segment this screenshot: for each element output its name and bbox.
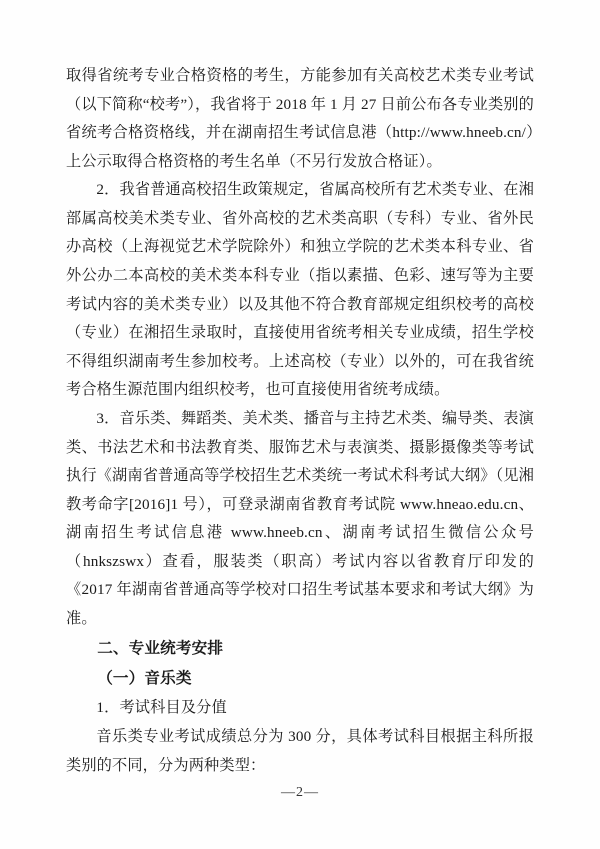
section-heading-two: 二、专业统考安排 xyxy=(97,639,224,657)
document-body xyxy=(66,62,534,780)
paragraph-1: 取得省统考专业合格资格的考生，方能参加有关高校艺术类专业考试（以下简称“校考”），我省将于 2018 年 1 月 27 日前公布各专业类别的省统考合格资格线，并在湖南招生考试信息港（http://www.hneeb.cn/）上公示取得合格资格的考生名单（不另行发放合格证）。 xyxy=(66,67,534,170)
subsection-heading-exam-subjects: 1．考试科目及分值 xyxy=(96,699,227,717)
page-number: —2— xyxy=(281,785,319,800)
subsection-heading-music: （一）音乐类 xyxy=(97,669,192,687)
paragraph-4: 音乐类专业考试成绩总分为 300 分，具体考试科目根据主科所报类别的不同，分为两种类型： xyxy=(66,728,534,774)
paragraph-3: 3．音乐类、舞蹈类、美术类、播音与主持艺术类、编导类、表演类、书法艺术和书法教育类、服饰艺术与表演类、摄影摄像类等考试执行《湖南省普通高等学校招生艺术类统一考试术科考试大纲》（见湘教考命字[2016]1 号），可登录湖南省教育考试院 www.hneao.edu.cn、湖南招生考试信息港 www.hneeb.cn、湖南考试招生微信公众号（hnkszswx）查看，服装类（职高）考试内容以省教育厅印发的《2017 年湖南省普通高等学校对口招生考试基本要求和考试大纲》为准。 xyxy=(66,409,534,627)
paragraph-2: 2．我省普通高校招生政策规定，省属高校所有艺术类专业、在湘部属高校美术类专业、省外高校的艺术类高职（专科）专业、省外民办高校（上海视觉艺术学院除外）和独立学院的艺术类本科专业、省外公办二本高校的美术类本科专业（指以素描、色彩、速写等为主要考试内容的美术类专业）以及其他不符合教育部规定组织校考的高校（专业）在湘招生录取时，直接使用省统考相关专业成绩，招生学校不得组织湖南考生参加校考。上述高校（专业）以外的，可在我省统考合格生源范围内组织校考，也可直接使用省统考成绩。 xyxy=(66,181,534,399)
page-footer xyxy=(0,783,600,801)
